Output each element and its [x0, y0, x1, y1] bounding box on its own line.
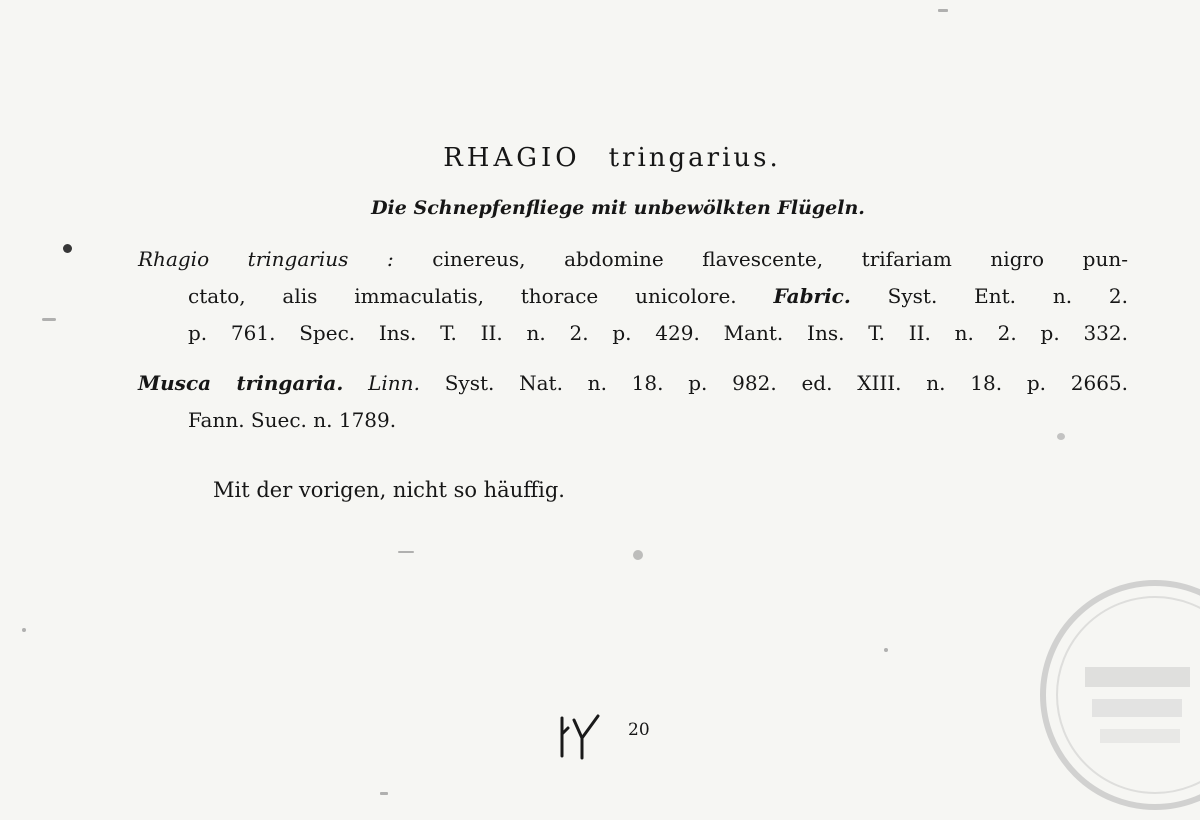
paper-speck — [63, 244, 72, 253]
paper-speck — [22, 628, 26, 632]
species-title — [0, 143, 1200, 173]
entry-line — [138, 365, 1128, 402]
page-number: 20 — [628, 720, 650, 740]
handwritten-mark — [552, 710, 616, 762]
diagnosis-text: cinereus, abdomine flavescente, trifariam nigro pun- — [432, 247, 1128, 271]
diagnosis-text: ctato, alis immaculatis, thorace unicolore. — [188, 284, 737, 308]
paper-speck — [884, 648, 888, 652]
entry-line — [138, 278, 1128, 315]
reference-text: Fann. Suec. n. 1789. — [188, 408, 397, 432]
entry-line — [138, 241, 1128, 278]
genus-name: RHAGIO — [443, 143, 581, 173]
entry-line — [138, 315, 1128, 352]
reference-text: p. 761. Spec. Ins. T. II. n. 2. p. 429. Mant. Ins. T. II. n. 2. p. 332. — [188, 321, 1128, 345]
reference-text: Syst. Nat. n. 18. p. 982. ed. XIII. n. 18. p. 2665. — [444, 371, 1129, 395]
paper-speck — [633, 550, 643, 560]
library-stamp-icon — [1030, 575, 1200, 815]
paper-speck — [380, 792, 388, 795]
german-common-name: Die Schnepfenfliege mit unbewölkten Flügeln. — [371, 197, 865, 219]
entry-line — [138, 402, 1128, 439]
taxon-name: Rhagio tringarius : — [138, 247, 394, 271]
synonym-entry-linnaeus — [138, 365, 1128, 439]
paper-speck — [938, 9, 948, 12]
species-name: tringarius. — [608, 143, 781, 173]
paper-speck — [42, 318, 56, 321]
synonym-entry-fabricius — [138, 241, 1128, 352]
taxon-name: Musca tringaria. — [138, 371, 344, 395]
reference-text: Syst. Ent. n. 2. — [887, 284, 1128, 308]
author-name: Fabric. — [773, 284, 851, 308]
author-name: Linn. — [368, 371, 420, 395]
paper-speck — [398, 551, 414, 553]
occurrence-note: Mit der vorigen, nicht so häuffig. — [213, 478, 565, 502]
